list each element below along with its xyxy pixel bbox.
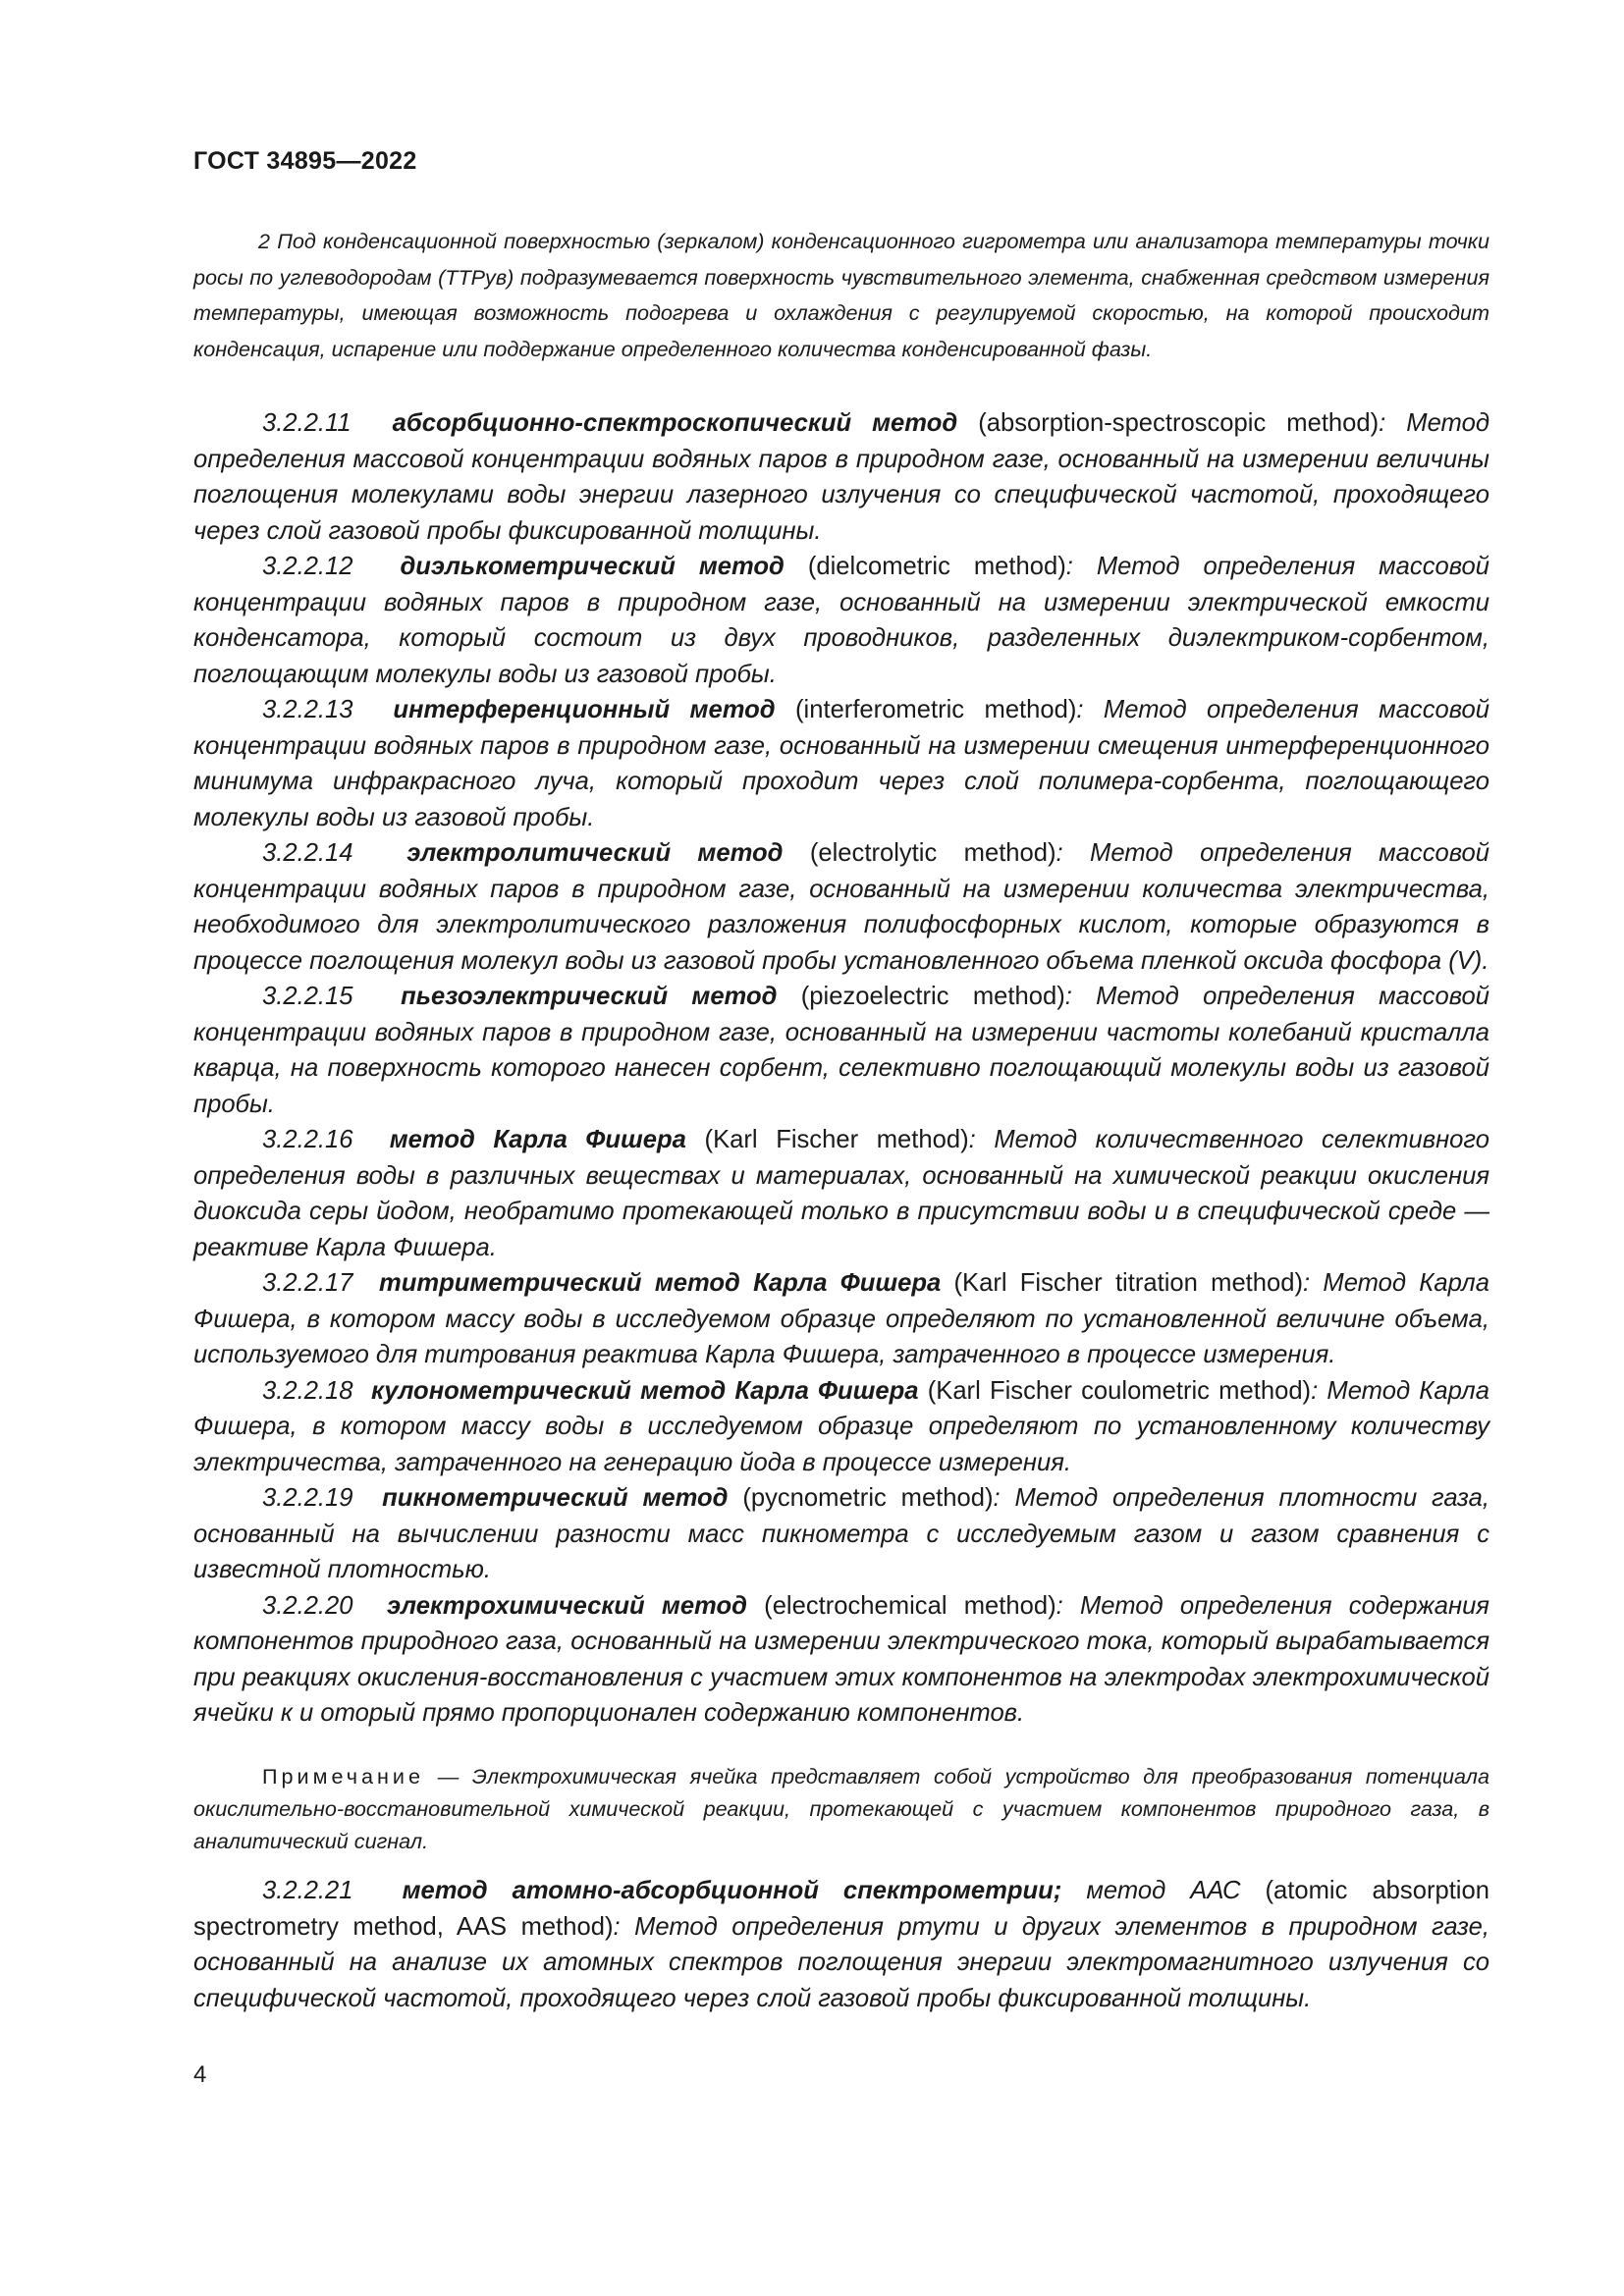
definition-text: : Метод Карла Фишера, в котором массу воды в исследуемом образце определяют по установленной величине объема, используемого для титрования реактива Карла Фишера, затраченного в процессе измерения.	[193, 1269, 1489, 1368]
definition-english: (atomic absorption spectrometry method, AAS method)	[193, 1877, 1489, 1941]
definition-term: метод Карла Фишера	[389, 1126, 686, 1153]
definition-number: 3.2.2.16	[262, 1126, 353, 1153]
definition-abbr: метод ААС	[1061, 1877, 1266, 1904]
definition-english: (Karl Fischer method)	[704, 1126, 969, 1153]
definition-number: 3.2.2.19	[262, 1484, 353, 1512]
definition-english: (piezoelectric method)	[800, 983, 1065, 1010]
definition	[193, 405, 1489, 549]
definition-english: (electrolytic method)	[809, 839, 1056, 867]
definition-text: : Метод определения массовой концентрации водяных паров в природном газе, основанный на измерении величины поглощения молекулами воды энергии лазерного излучения со специфической частотой, проходящего через слой газовой пробы фиксированной толщины.	[193, 409, 1489, 545]
definition-english: (Karl Fischer coulometric method)	[927, 1376, 1312, 1405]
definition-term: диэлькометрический метод	[400, 553, 785, 580]
definition	[193, 549, 1489, 692]
definition-text: : Метод количественного селективного определения воды в различных веществах и материалах, основанный на химической реакции окисления диоксида серы йодом, необратимо протекающей только в присутствии воды и в специфической среде — реактиве Карла Фишера.	[193, 1126, 1489, 1261]
definition-number: 3.2.2.17	[262, 1269, 353, 1297]
definition-english: (electrochemical method)	[764, 1591, 1056, 1620]
definition-number: 3.2.2.11	[262, 409, 352, 437]
definition-term: интерференционный метод	[393, 696, 776, 723]
definition-text: : Метод Карла Фишера, в котором массу воды в исследуемом образце определяют по установленному количеству электричества, затраченного на генерацию йода в процессе измерения.	[193, 1376, 1489, 1476]
definition-text: : Метод определения массовой концентрации водяных паров в природном газе, основанный на измерении количества электричества, необходимого для электролитического разложения полифосфорных кислот, которые образуются в процессе поглощения молекул воды из газовой пробы установленного объема пленкой оксида фосфора (V).	[193, 839, 1489, 975]
definition-number: 3.2.2.14	[262, 839, 353, 867]
definition	[193, 979, 1489, 1122]
definition-text: : Метод определения массовой концентрации водяных паров в природном газе, основанный на измерении электрической емкости конденсатора, который состоит из двух проводников, разделенных диэлектриком-сорбентом, поглощающим молекулы воды из газовой пробы.	[193, 553, 1489, 688]
definition-term: электрохимический метод	[386, 1591, 747, 1620]
definition-english: (interferometric method)	[795, 696, 1077, 723]
definition-number: 3.2.2.18	[262, 1376, 353, 1405]
definition-english: (absorption-spectroscopic method)	[978, 409, 1380, 437]
definition-text: : Метод определения массовой концентрации водяных паров в природном газе, основанный на измерении смещения интерференционного минимума инфракрасного луча, который проходит через слой полимера-сорбента, поглощающего молекулы воды из газовой пробы.	[193, 696, 1489, 831]
definition-number: 3.2.2.20	[262, 1591, 353, 1620]
definition-english: (pycnometric method)	[742, 1484, 994, 1512]
definition-number: 3.2.2.13	[262, 696, 353, 723]
definition-text: : Метод определения ртути и других элементов в природном газе, основанный на анализе их атомных спектров поглощения энергии электромагнитного излучения со специфической частотой, проходящего через слой газовой пробы фиксированной толщины.	[193, 1912, 1489, 2012]
definition-text: : Метод определения массовой концентрации водяных паров в природном газе, основанный на измерении частоты колебаний кристалла кварца, на поверхность которого нанесен сорбент, селективно поглощающий молекулы воды из газовой пробы.	[193, 983, 1489, 1118]
definitions-list	[193, 405, 1489, 1732]
note-text: — Электрохимическая ячейка представляет собой устройство для преобразования потенциала окислительно-восстановительной химической реакции, протекающей с участием компонентов природного газа, в аналитический сигнал.	[193, 1764, 1489, 1853]
note-number: 2	[258, 229, 271, 253]
definition-number: 3.2.2.15	[262, 983, 353, 1010]
definition-term: кулонометрический метод Карла Фишера	[370, 1376, 919, 1405]
document-header: ГОСТ 34895—2022	[193, 147, 417, 175]
definition-term: пикнометрический метод	[382, 1484, 729, 1512]
definition-english: (dielcometric method)	[807, 553, 1066, 580]
definition-term: пьезоэлектрический метод	[401, 983, 778, 1010]
page-number: 4	[193, 2061, 207, 2088]
definition	[193, 1265, 1489, 1373]
definition	[193, 1122, 1489, 1265]
definition-term: электролитический метод	[406, 839, 784, 867]
definition-text: : Метод определения плотности газа, основанный на вычислении разности масс пикнометра с исследуемым газом и газом сравнения с известной плотностью.	[193, 1484, 1489, 1583]
note-top	[193, 224, 1489, 367]
definition	[193, 835, 1489, 979]
definition	[193, 1480, 1489, 1588]
note-label: Примечание	[262, 1764, 424, 1789]
definition	[193, 1373, 1489, 1481]
definition-term: абсорбционно-спектроскопический метод	[392, 409, 958, 437]
definition-term: титриметрический метод Карла Фишера	[379, 1269, 942, 1297]
definition-last-block	[193, 1873, 1489, 2016]
definition-english: (Karl Fischer titration method)	[953, 1269, 1304, 1297]
note-text: Под конденсационной поверхностью (зеркалом) конденсационного гигрометра или анализатора температуры точки росы по углеводородам (ТТРув) подразумевается поверхность чувствительного элемента, снабженная средством измерения температуры, имеющая возможность подогрева и охлаждения с регулируемой скоростью, на которой происходит конденсация, испарение или поддержание определенного количества конденсированной фазы.	[193, 229, 1490, 361]
note-bottom	[193, 1760, 1489, 1857]
definition-number: 3.2.2.21	[262, 1877, 353, 1904]
definition	[193, 1873, 1489, 2016]
definition-number: 3.2.2.12	[262, 553, 353, 580]
definition	[193, 692, 1489, 835]
definition-term: метод атомно-абсорбционной спектрометрии;	[402, 1877, 1062, 1904]
definition-text: : Метод определения содержания компонентов природного газа, основанный на измерении электрического тока, который вырабатывается при реакциях окисления-восстановления с участием этих компонентов на электродах электрохимической ячейки к и оторый прямо пропорционален содержанию компонентов.	[193, 1591, 1489, 1727]
definition	[193, 1588, 1489, 1732]
